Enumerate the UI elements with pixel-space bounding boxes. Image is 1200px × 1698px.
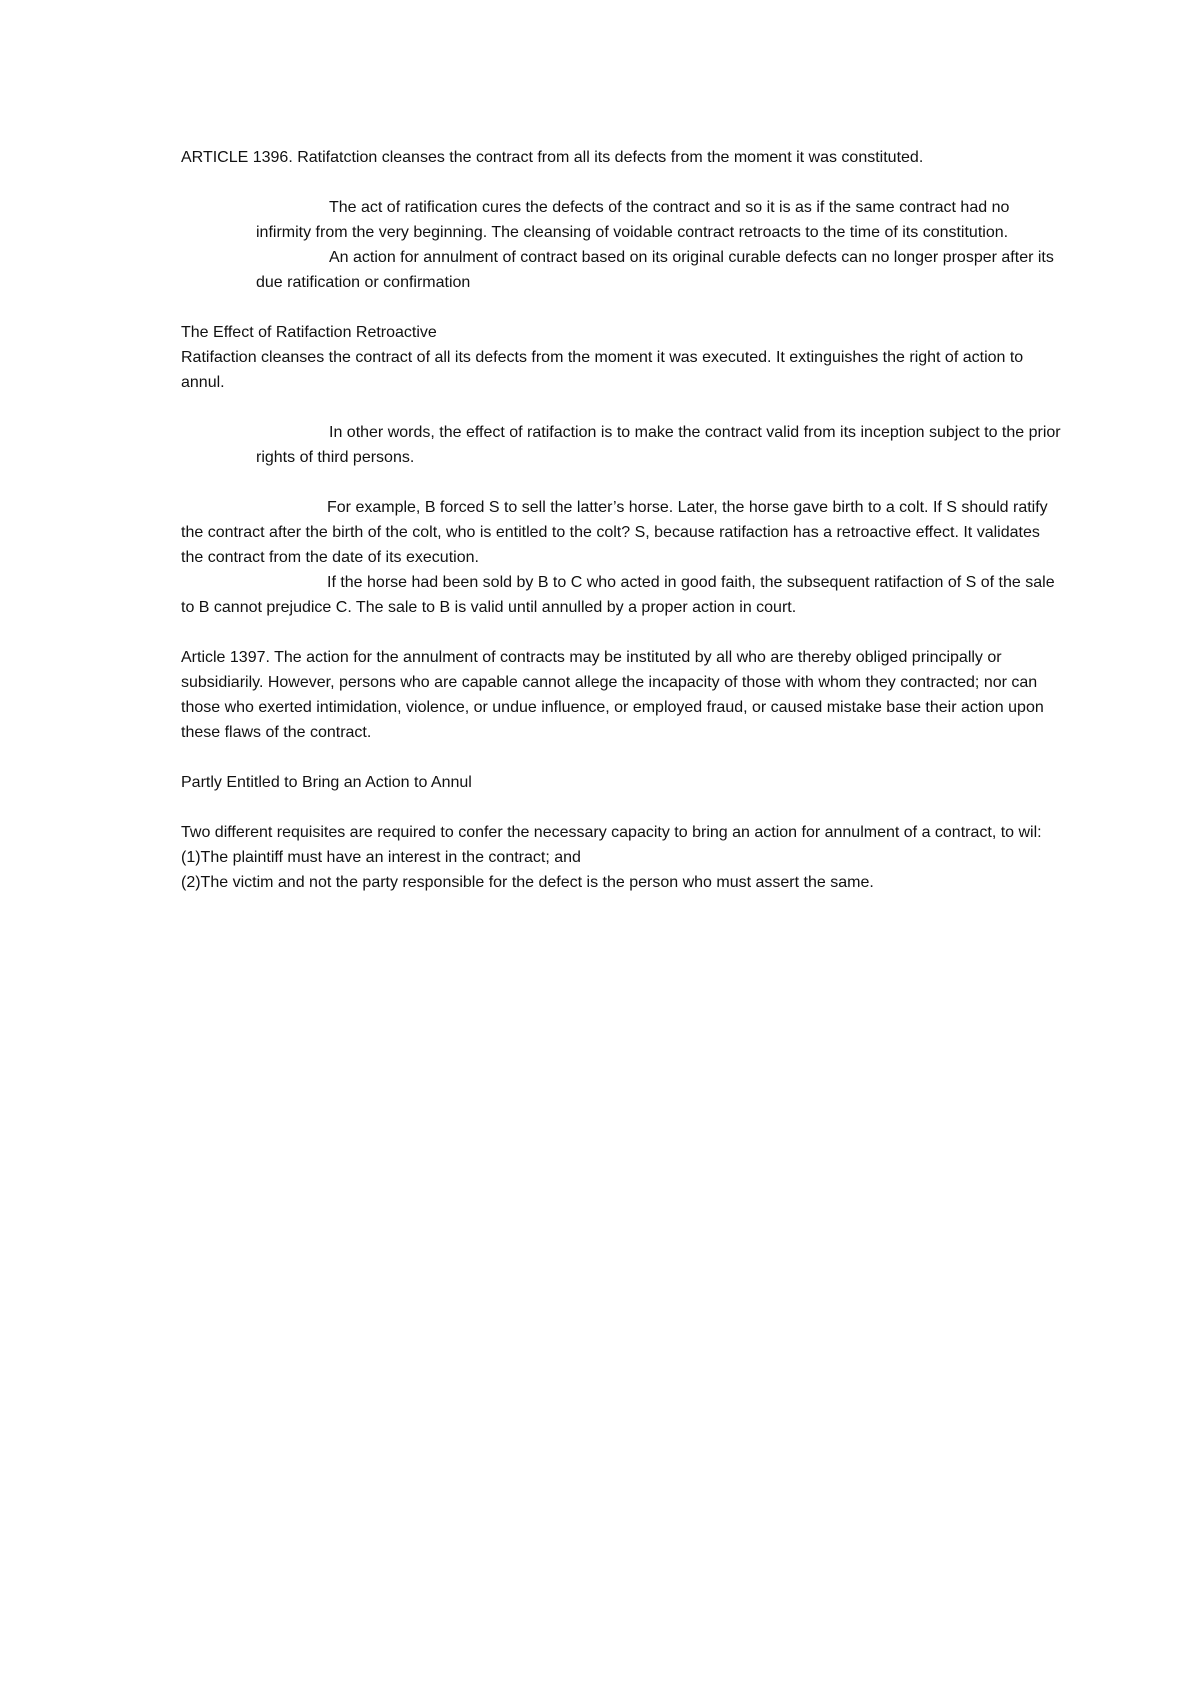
ratification-commentary-2: An action for annulment of contract based on its original curable defects can no longer prosper after its due ratification or confirmation [256, 249, 1054, 291]
requisite-item-2: (2)The victim and not the party responsible for the defect is the person who must assert the same. [181, 874, 874, 891]
ratification-commentary-1: The act of ratification cures the defects of the contract and so it is as if the same contract had no infirmity from the very beginning. The cleansing of voidable contract retroacts to the time of its constitution. [256, 199, 1010, 241]
other-words-block [256, 420, 1061, 470]
spacer [181, 295, 1061, 320]
other-words-text: In other words, the effect of ratifaction is to make the contract valid from its inception subject to the prior rights of third persons. [256, 424, 1061, 466]
example-1-text: For example, B forced S to sell the latter’s horse. Later, the horse gave birth to a colt. If S should ratify the contract after the birth of the colt, who is entitled to the colt? S, because ratifaction has a retroactive effect. It validates the contract from the date of its execution. [181, 499, 1048, 566]
spacer [181, 470, 1061, 495]
article-1396-text: ARTICLE 1396. Ratifatction cleanses the contract from all its defects from the moment it was constituted. [181, 149, 924, 166]
effect-heading: The Effect of Ratifaction Retroactive [181, 324, 437, 341]
spacer [181, 170, 1061, 195]
effect-text: Ratifaction cleanses the contract of all its defects from the moment it was executed. It extinguishes the right of action to annul. [181, 349, 1024, 391]
partly-entitled-heading: Partly Entitled to Bring an Action to Annul [181, 774, 472, 791]
spacer [181, 395, 1061, 420]
requisite-item-1: (1)The plaintiff must have an interest in the contract; and [181, 849, 581, 866]
article-1396-commentary [256, 195, 1061, 295]
spacer [181, 795, 1061, 820]
spacer [181, 745, 1061, 770]
spacer [181, 620, 1061, 645]
requisites-intro: Two different requisites are required to confer the necessary capacity to bring an action for annulment of a contract, to wil: [181, 824, 1042, 841]
article-1397-text: Article 1397. The action for the annulment of contracts may be instituted by all who are thereby obliged principally or subsidiarily. However, persons who are capable cannot allege the incapacity of those with whom they contracted; nor can those who exerted intimidation, violence, or undue influence, or employed fraud, or caused mistake base their action upon these flaws of the contract. [181, 649, 1044, 741]
document-body [181, 145, 1061, 895]
example-2-text: If the horse had been sold by B to C who acted in good faith, the subsequent ratifaction of S of the sale to B cannot prejudice C. The sale to B is valid until annulled by a proper action in court. [181, 574, 1055, 616]
